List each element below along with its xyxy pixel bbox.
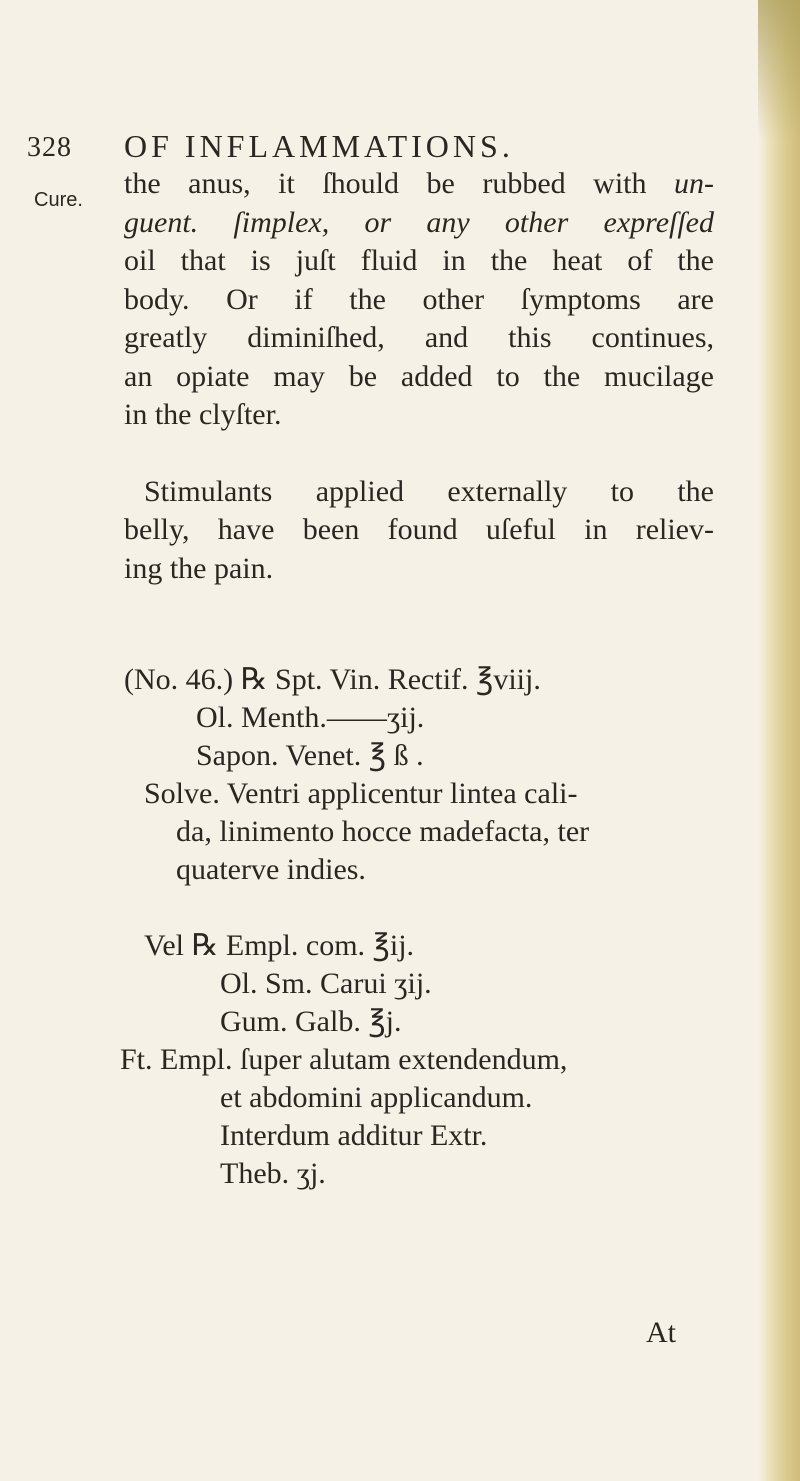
paragraph-2 [124, 473, 714, 589]
recipe-line: da, linimento hocce madefacta, ter [176, 815, 590, 848]
text-line: in the clyſter. [124, 398, 282, 431]
recipe-line: (No. 46.) ℞ Spt. Vin. Rectif. ℥viij. [124, 663, 541, 696]
recipe-line: Gum. Galb. ℥j. [220, 1005, 402, 1038]
text-line: Stimulants applied externally to the [144, 474, 714, 508]
text-line: guent. ſimplex, or any other expreſſed [124, 205, 714, 239]
margin-note: Cure. [34, 189, 83, 211]
text-line: belly, have been found uſeful in reliev- [124, 513, 714, 546]
recipe-line: Ol. Menth.——ʒij. [196, 701, 425, 734]
text-line: greatly diminiſhed, and this continues, [124, 321, 714, 354]
recipe-line: Solve. Ventri applicentur lintea cali- [144, 777, 578, 810]
recipe-line: Vel ℞ Empl. com. ℥ij. [144, 929, 415, 962]
paragraph-1 [124, 165, 714, 435]
recipe-line: quaterve indies. [176, 853, 366, 886]
page-edge-shadow [758, 0, 800, 1481]
body-text [124, 165, 714, 588]
recipe-line: et abdomini applicandum. [220, 1081, 533, 1114]
text-line: ing the pain. [124, 551, 274, 585]
running-head: OF INFLAMMATIONS. [124, 128, 514, 164]
catchword: At [646, 1316, 676, 1349]
page-number: 328 [27, 132, 72, 163]
recipe-line: Interdum additur Extr. [220, 1119, 488, 1152]
recipe-line: Ol. Sm. Carui ʒij. [220, 967, 432, 1000]
recipe-line: Sapon. Venet. ℥ ß . [196, 739, 424, 772]
text-line: body. Or if the other ſymptoms are [124, 282, 714, 316]
page-header [0, 112, 800, 172]
recipe-line: Theb. ʒj. [220, 1157, 326, 1190]
recipe-line: Ft. Empl. ſuper alutam extendendum, [120, 1043, 568, 1076]
text-line: the anus, it ſhould be rubbed with un- [124, 167, 714, 200]
text-line: an opiate may be added to the mucilage [124, 359, 714, 393]
text-line: oil that is juſt fluid in the heat of the [124, 244, 714, 277]
recipe-block [120, 661, 590, 1193]
